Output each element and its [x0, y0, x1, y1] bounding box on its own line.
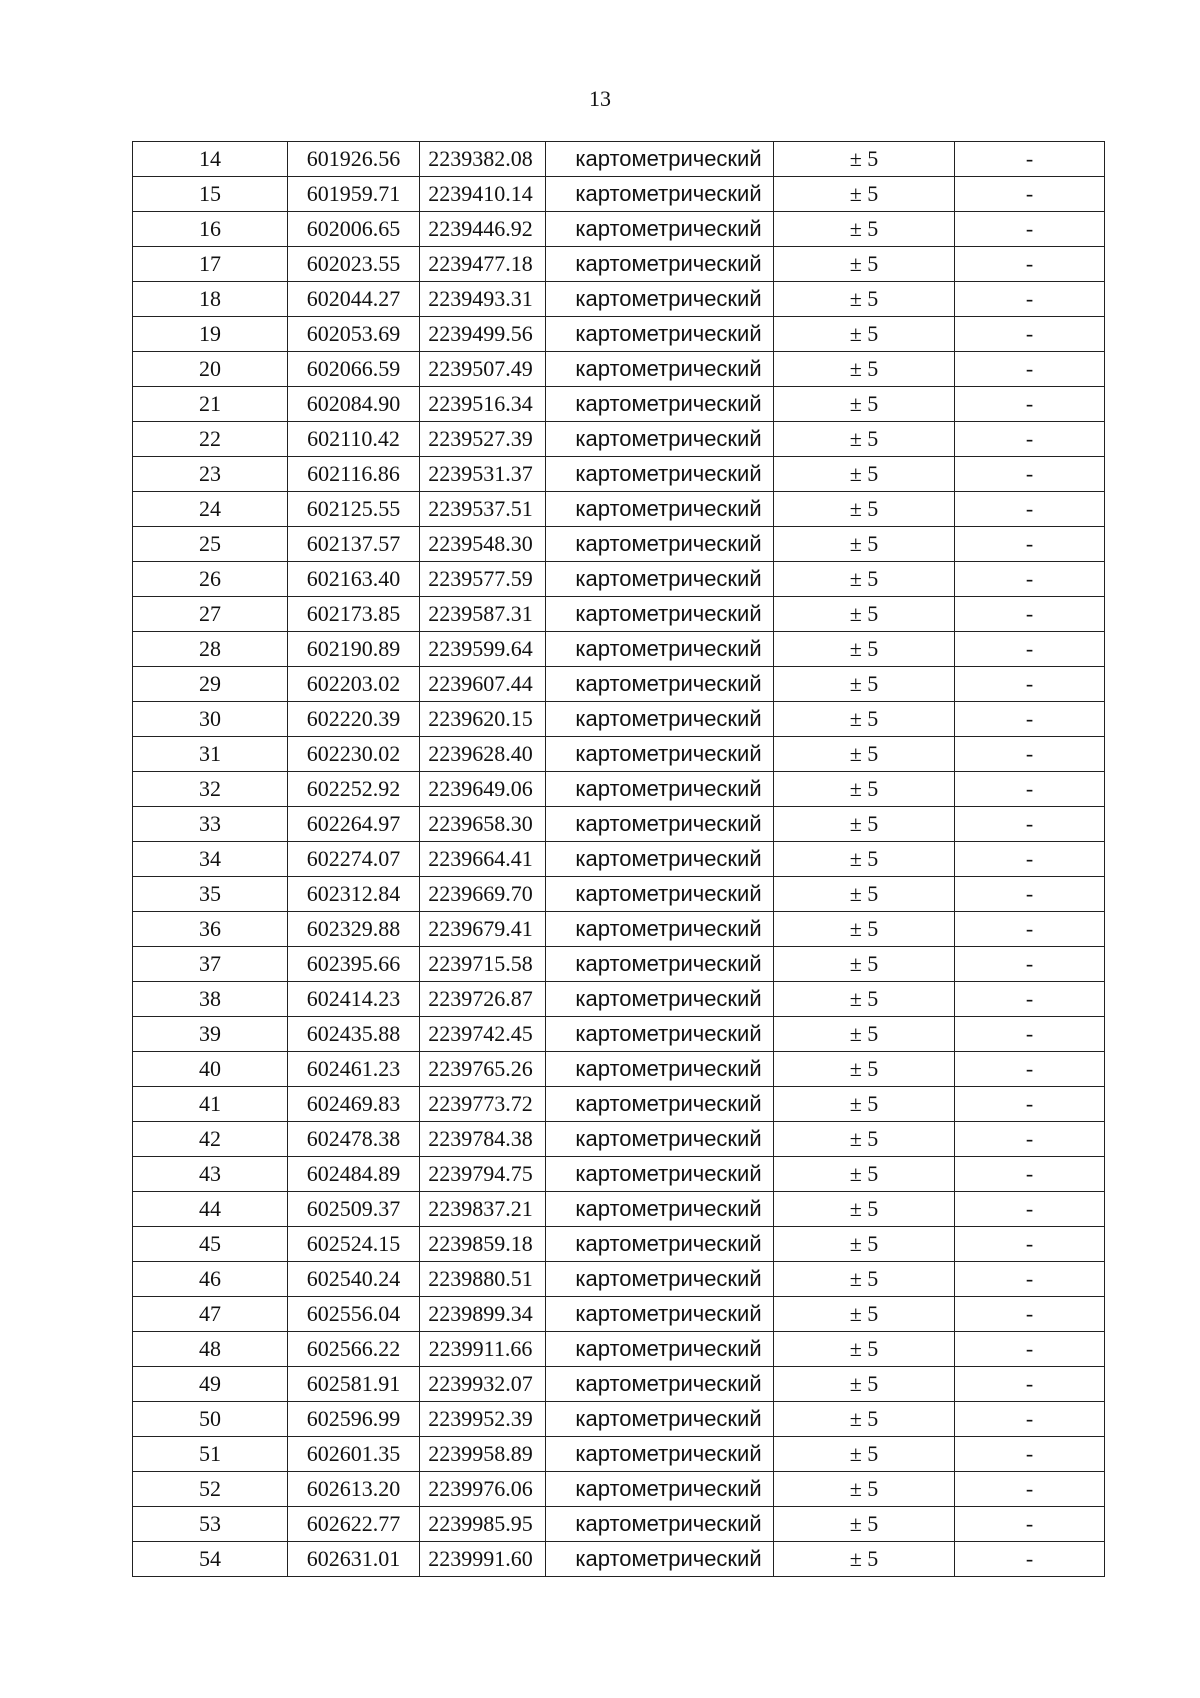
table-row: [133, 1262, 1105, 1297]
method-cell: картометрический: [546, 247, 774, 282]
y-coordinate-cell: 2239531.37: [420, 457, 546, 492]
note-cell: -: [955, 842, 1105, 877]
accuracy-cell: ± 5: [774, 772, 955, 807]
accuracy-cell: ± 5: [774, 982, 955, 1017]
point-number-cell: 22: [133, 422, 288, 457]
table-row: [133, 1017, 1105, 1052]
point-number-cell: 33: [133, 807, 288, 842]
point-number-cell: 35: [133, 877, 288, 912]
x-coordinate-cell: 602190.89: [288, 632, 420, 667]
method-cell: картометрический: [546, 212, 774, 247]
note-cell: -: [955, 457, 1105, 492]
y-coordinate-cell: 2239446.92: [420, 212, 546, 247]
table-row: [133, 1437, 1105, 1472]
accuracy-cell: ± 5: [774, 1087, 955, 1122]
y-coordinate-cell: 2239516.34: [420, 387, 546, 422]
point-number-cell: 42: [133, 1122, 288, 1157]
accuracy-cell: ± 5: [774, 807, 955, 842]
table-row: [133, 1297, 1105, 1332]
y-coordinate-cell: 2239493.31: [420, 282, 546, 317]
point-number-cell: 37: [133, 947, 288, 982]
table-row: [133, 667, 1105, 702]
point-number-cell: 54: [133, 1542, 288, 1577]
x-coordinate-cell: 602414.23: [288, 982, 420, 1017]
point-number-cell: 31: [133, 737, 288, 772]
accuracy-cell: ± 5: [774, 1542, 955, 1577]
x-coordinate-cell: 602312.84: [288, 877, 420, 912]
note-cell: -: [955, 1332, 1105, 1367]
x-coordinate-cell: 602596.99: [288, 1402, 420, 1437]
note-cell: -: [955, 1052, 1105, 1087]
x-coordinate-cell: 602023.55: [288, 247, 420, 282]
table-row: [133, 947, 1105, 982]
x-coordinate-cell: 602329.88: [288, 912, 420, 947]
point-number-cell: 48: [133, 1332, 288, 1367]
table-row: [133, 842, 1105, 877]
note-cell: -: [955, 562, 1105, 597]
x-coordinate-cell: 602435.88: [288, 1017, 420, 1052]
accuracy-cell: ± 5: [774, 1052, 955, 1087]
x-coordinate-cell: 602484.89: [288, 1157, 420, 1192]
accuracy-cell: ± 5: [774, 282, 955, 317]
x-coordinate-cell: 602274.07: [288, 842, 420, 877]
table-row: [133, 492, 1105, 527]
note-cell: -: [955, 1017, 1105, 1052]
table-row: [133, 457, 1105, 492]
method-cell: картометрический: [546, 737, 774, 772]
table-row: [133, 1542, 1105, 1577]
method-cell: картометрический: [546, 1367, 774, 1402]
x-coordinate-cell: 602173.85: [288, 597, 420, 632]
note-cell: -: [955, 317, 1105, 352]
table-row: [133, 877, 1105, 912]
y-coordinate-cell: 2239620.15: [420, 702, 546, 737]
note-cell: -: [955, 1507, 1105, 1542]
method-cell: картометрический: [546, 702, 774, 737]
method-cell: картометрический: [546, 1017, 774, 1052]
x-coordinate-cell: 602540.24: [288, 1262, 420, 1297]
y-coordinate-cell: 2239794.75: [420, 1157, 546, 1192]
method-cell: картометрический: [546, 492, 774, 527]
x-coordinate-cell: 601959.71: [288, 177, 420, 212]
accuracy-cell: ± 5: [774, 562, 955, 597]
note-cell: -: [955, 1192, 1105, 1227]
y-coordinate-cell: 2239537.51: [420, 492, 546, 527]
table-row: [133, 562, 1105, 597]
y-coordinate-cell: 2239587.31: [420, 597, 546, 632]
y-coordinate-cell: 2239382.08: [420, 142, 546, 177]
method-cell: картометрический: [546, 947, 774, 982]
point-number-cell: 36: [133, 912, 288, 947]
note-cell: -: [955, 352, 1105, 387]
x-coordinate-cell: 602601.35: [288, 1437, 420, 1472]
accuracy-cell: ± 5: [774, 1017, 955, 1052]
x-coordinate-cell: 602116.86: [288, 457, 420, 492]
table-row: [133, 527, 1105, 562]
point-number-cell: 32: [133, 772, 288, 807]
table-row: [133, 1472, 1105, 1507]
table-row: [133, 597, 1105, 632]
y-coordinate-cell: 2239773.72: [420, 1087, 546, 1122]
note-cell: -: [955, 912, 1105, 947]
point-number-cell: 24: [133, 492, 288, 527]
table-row: [133, 317, 1105, 352]
x-coordinate-cell: 602066.59: [288, 352, 420, 387]
method-cell: картометрический: [546, 597, 774, 632]
x-coordinate-cell: 602622.77: [288, 1507, 420, 1542]
point-number-cell: 51: [133, 1437, 288, 1472]
y-coordinate-cell: 2239649.06: [420, 772, 546, 807]
note-cell: -: [955, 422, 1105, 457]
accuracy-cell: ± 5: [774, 1367, 955, 1402]
accuracy-cell: ± 5: [774, 422, 955, 457]
method-cell: картометрический: [546, 1507, 774, 1542]
accuracy-cell: ± 5: [774, 702, 955, 737]
table-row: [133, 807, 1105, 842]
accuracy-cell: ± 5: [774, 1297, 955, 1332]
accuracy-cell: ± 5: [774, 597, 955, 632]
x-coordinate-cell: 602203.02: [288, 667, 420, 702]
y-coordinate-cell: 2239726.87: [420, 982, 546, 1017]
method-cell: картометрический: [546, 1402, 774, 1437]
method-cell: картометрический: [546, 772, 774, 807]
table-row: [133, 212, 1105, 247]
method-cell: картометрический: [546, 282, 774, 317]
accuracy-cell: ± 5: [774, 387, 955, 422]
point-number-cell: 14: [133, 142, 288, 177]
x-coordinate-cell: 602163.40: [288, 562, 420, 597]
point-number-cell: 41: [133, 1087, 288, 1122]
x-coordinate-cell: 602053.69: [288, 317, 420, 352]
point-number-cell: 27: [133, 597, 288, 632]
accuracy-cell: ± 5: [774, 177, 955, 212]
table-row: [133, 1052, 1105, 1087]
coordinates-table-body: [133, 142, 1105, 1577]
y-coordinate-cell: 2239477.18: [420, 247, 546, 282]
accuracy-cell: ± 5: [774, 1157, 955, 1192]
method-cell: картометрический: [546, 877, 774, 912]
method-cell: картометрический: [546, 1052, 774, 1087]
point-number-cell: 15: [133, 177, 288, 212]
table-row: [133, 1157, 1105, 1192]
table-row: [133, 387, 1105, 422]
accuracy-cell: ± 5: [774, 352, 955, 387]
accuracy-cell: ± 5: [774, 1332, 955, 1367]
point-number-cell: 34: [133, 842, 288, 877]
note-cell: -: [955, 1157, 1105, 1192]
y-coordinate-cell: 2239952.39: [420, 1402, 546, 1437]
table-row: [133, 1507, 1105, 1542]
y-coordinate-cell: 2239976.06: [420, 1472, 546, 1507]
table-row: [133, 142, 1105, 177]
point-number-cell: 19: [133, 317, 288, 352]
method-cell: картометрический: [546, 807, 774, 842]
x-coordinate-cell: 602478.38: [288, 1122, 420, 1157]
method-cell: картометрический: [546, 422, 774, 457]
accuracy-cell: ± 5: [774, 1192, 955, 1227]
point-number-cell: 45: [133, 1227, 288, 1262]
method-cell: картометрический: [546, 667, 774, 702]
x-coordinate-cell: 602110.42: [288, 422, 420, 457]
point-number-cell: 20: [133, 352, 288, 387]
table-row: [133, 982, 1105, 1017]
table-row: [133, 1087, 1105, 1122]
note-cell: -: [955, 667, 1105, 702]
y-coordinate-cell: 2239985.95: [420, 1507, 546, 1542]
point-number-cell: 46: [133, 1262, 288, 1297]
accuracy-cell: ± 5: [774, 842, 955, 877]
x-coordinate-cell: 602084.90: [288, 387, 420, 422]
method-cell: картометрический: [546, 1472, 774, 1507]
note-cell: -: [955, 247, 1105, 282]
point-number-cell: 26: [133, 562, 288, 597]
y-coordinate-cell: 2239577.59: [420, 562, 546, 597]
accuracy-cell: ± 5: [774, 632, 955, 667]
y-coordinate-cell: 2239765.26: [420, 1052, 546, 1087]
note-cell: -: [955, 1087, 1105, 1122]
table-row: [133, 772, 1105, 807]
accuracy-cell: ± 5: [774, 667, 955, 702]
y-coordinate-cell: 2239715.58: [420, 947, 546, 982]
x-coordinate-cell: 602509.37: [288, 1192, 420, 1227]
method-cell: картометрический: [546, 1262, 774, 1297]
table-row: [133, 737, 1105, 772]
note-cell: -: [955, 807, 1105, 842]
note-cell: -: [955, 982, 1105, 1017]
table-row: [133, 282, 1105, 317]
accuracy-cell: ± 5: [774, 1507, 955, 1542]
x-coordinate-cell: 602044.27: [288, 282, 420, 317]
note-cell: -: [955, 772, 1105, 807]
point-number-cell: 50: [133, 1402, 288, 1437]
y-coordinate-cell: 2239664.41: [420, 842, 546, 877]
y-coordinate-cell: 2239410.14: [420, 177, 546, 212]
accuracy-cell: ± 5: [774, 1262, 955, 1297]
x-coordinate-cell: 601926.56: [288, 142, 420, 177]
y-coordinate-cell: 2239527.39: [420, 422, 546, 457]
accuracy-cell: ± 5: [774, 1122, 955, 1157]
note-cell: -: [955, 1367, 1105, 1402]
note-cell: -: [955, 527, 1105, 562]
x-coordinate-cell: 602137.57: [288, 527, 420, 562]
y-coordinate-cell: 2239499.56: [420, 317, 546, 352]
accuracy-cell: ± 5: [774, 912, 955, 947]
note-cell: -: [955, 282, 1105, 317]
x-coordinate-cell: 602264.97: [288, 807, 420, 842]
accuracy-cell: ± 5: [774, 1472, 955, 1507]
method-cell: картометрический: [546, 1542, 774, 1577]
accuracy-cell: ± 5: [774, 527, 955, 562]
y-coordinate-cell: 2239880.51: [420, 1262, 546, 1297]
y-coordinate-cell: 2239958.89: [420, 1437, 546, 1472]
method-cell: картометрический: [546, 352, 774, 387]
y-coordinate-cell: 2239548.30: [420, 527, 546, 562]
coordinates-table: [132, 141, 1105, 1577]
x-coordinate-cell: 602581.91: [288, 1367, 420, 1402]
method-cell: картометрический: [546, 142, 774, 177]
note-cell: -: [955, 1542, 1105, 1577]
point-number-cell: 39: [133, 1017, 288, 1052]
method-cell: картометрический: [546, 457, 774, 492]
point-number-cell: 17: [133, 247, 288, 282]
point-number-cell: 47: [133, 1297, 288, 1332]
method-cell: картометрический: [546, 982, 774, 1017]
method-cell: картометрический: [546, 912, 774, 947]
accuracy-cell: ± 5: [774, 737, 955, 772]
point-number-cell: 28: [133, 632, 288, 667]
y-coordinate-cell: 2239599.64: [420, 632, 546, 667]
method-cell: картометрический: [546, 1122, 774, 1157]
method-cell: картометрический: [546, 317, 774, 352]
method-cell: картометрический: [546, 842, 774, 877]
point-number-cell: 38: [133, 982, 288, 1017]
method-cell: картометрический: [546, 1227, 774, 1262]
note-cell: -: [955, 1437, 1105, 1472]
x-coordinate-cell: 602469.83: [288, 1087, 420, 1122]
x-coordinate-cell: 602230.02: [288, 737, 420, 772]
note-cell: -: [955, 142, 1105, 177]
point-number-cell: 30: [133, 702, 288, 737]
accuracy-cell: ± 5: [774, 457, 955, 492]
table-row: [133, 352, 1105, 387]
point-number-cell: 16: [133, 212, 288, 247]
table-row: [133, 177, 1105, 212]
table-row: [133, 1192, 1105, 1227]
y-coordinate-cell: 2239679.41: [420, 912, 546, 947]
method-cell: картометрический: [546, 1437, 774, 1472]
y-coordinate-cell: 2239607.44: [420, 667, 546, 702]
table-row: [133, 1332, 1105, 1367]
table-row: [133, 1367, 1105, 1402]
table-row: [133, 632, 1105, 667]
accuracy-cell: ± 5: [774, 1402, 955, 1437]
y-coordinate-cell: 2239742.45: [420, 1017, 546, 1052]
y-coordinate-cell: 2239628.40: [420, 737, 546, 772]
point-number-cell: 49: [133, 1367, 288, 1402]
point-number-cell: 25: [133, 527, 288, 562]
accuracy-cell: ± 5: [774, 492, 955, 527]
accuracy-cell: ± 5: [774, 212, 955, 247]
method-cell: картометрический: [546, 387, 774, 422]
x-coordinate-cell: 602524.15: [288, 1227, 420, 1262]
note-cell: -: [955, 492, 1105, 527]
accuracy-cell: ± 5: [774, 1437, 955, 1472]
point-number-cell: 21: [133, 387, 288, 422]
x-coordinate-cell: 602252.92: [288, 772, 420, 807]
accuracy-cell: ± 5: [774, 1227, 955, 1262]
table-row: [133, 422, 1105, 457]
note-cell: -: [955, 632, 1105, 667]
x-coordinate-cell: 602556.04: [288, 1297, 420, 1332]
point-number-cell: 23: [133, 457, 288, 492]
page-number: 13: [589, 86, 611, 111]
note-cell: -: [955, 1402, 1105, 1437]
note-cell: -: [955, 737, 1105, 772]
method-cell: картометрический: [546, 177, 774, 212]
accuracy-cell: ± 5: [774, 317, 955, 352]
note-cell: -: [955, 597, 1105, 632]
y-coordinate-cell: 2239991.60: [420, 1542, 546, 1577]
x-coordinate-cell: 602461.23: [288, 1052, 420, 1087]
note-cell: -: [955, 177, 1105, 212]
note-cell: -: [955, 1472, 1105, 1507]
point-number-cell: 44: [133, 1192, 288, 1227]
point-number-cell: 52: [133, 1472, 288, 1507]
note-cell: -: [955, 1297, 1105, 1332]
method-cell: картометрический: [546, 632, 774, 667]
x-coordinate-cell: 602566.22: [288, 1332, 420, 1367]
table-row: [133, 702, 1105, 737]
x-coordinate-cell: 602006.65: [288, 212, 420, 247]
note-cell: -: [955, 1122, 1105, 1157]
method-cell: картометрический: [546, 1297, 774, 1332]
y-coordinate-cell: 2239784.38: [420, 1122, 546, 1157]
note-cell: -: [955, 1262, 1105, 1297]
y-coordinate-cell: 2239859.18: [420, 1227, 546, 1262]
x-coordinate-cell: 602125.55: [288, 492, 420, 527]
note-cell: -: [955, 877, 1105, 912]
accuracy-cell: ± 5: [774, 247, 955, 282]
point-number-cell: 40: [133, 1052, 288, 1087]
method-cell: картометрический: [546, 1157, 774, 1192]
note-cell: -: [955, 387, 1105, 422]
y-coordinate-cell: 2239507.49: [420, 352, 546, 387]
table-row: [133, 247, 1105, 282]
table-row: [133, 912, 1105, 947]
y-coordinate-cell: 2239911.66: [420, 1332, 546, 1367]
y-coordinate-cell: 2239669.70: [420, 877, 546, 912]
x-coordinate-cell: 602613.20: [288, 1472, 420, 1507]
point-number-cell: 43: [133, 1157, 288, 1192]
y-coordinate-cell: 2239932.07: [420, 1367, 546, 1402]
note-cell: -: [955, 1227, 1105, 1262]
table-row: [133, 1402, 1105, 1437]
method-cell: картометрический: [546, 1192, 774, 1227]
accuracy-cell: ± 5: [774, 947, 955, 982]
point-number-cell: 18: [133, 282, 288, 317]
method-cell: картометрический: [546, 527, 774, 562]
method-cell: картометрический: [546, 1087, 774, 1122]
y-coordinate-cell: 2239899.34: [420, 1297, 546, 1332]
accuracy-cell: ± 5: [774, 877, 955, 912]
y-coordinate-cell: 2239658.30: [420, 807, 546, 842]
table-row: [133, 1122, 1105, 1157]
note-cell: -: [955, 212, 1105, 247]
point-number-cell: 29: [133, 667, 288, 702]
note-cell: -: [955, 702, 1105, 737]
x-coordinate-cell: 602220.39: [288, 702, 420, 737]
note-cell: -: [955, 947, 1105, 982]
method-cell: картометрический: [546, 1332, 774, 1367]
x-coordinate-cell: 602631.01: [288, 1542, 420, 1577]
y-coordinate-cell: 2239837.21: [420, 1192, 546, 1227]
method-cell: картометрический: [546, 562, 774, 597]
x-coordinate-cell: 602395.66: [288, 947, 420, 982]
accuracy-cell: ± 5: [774, 142, 955, 177]
table-row: [133, 1227, 1105, 1262]
point-number-cell: 53: [133, 1507, 288, 1542]
